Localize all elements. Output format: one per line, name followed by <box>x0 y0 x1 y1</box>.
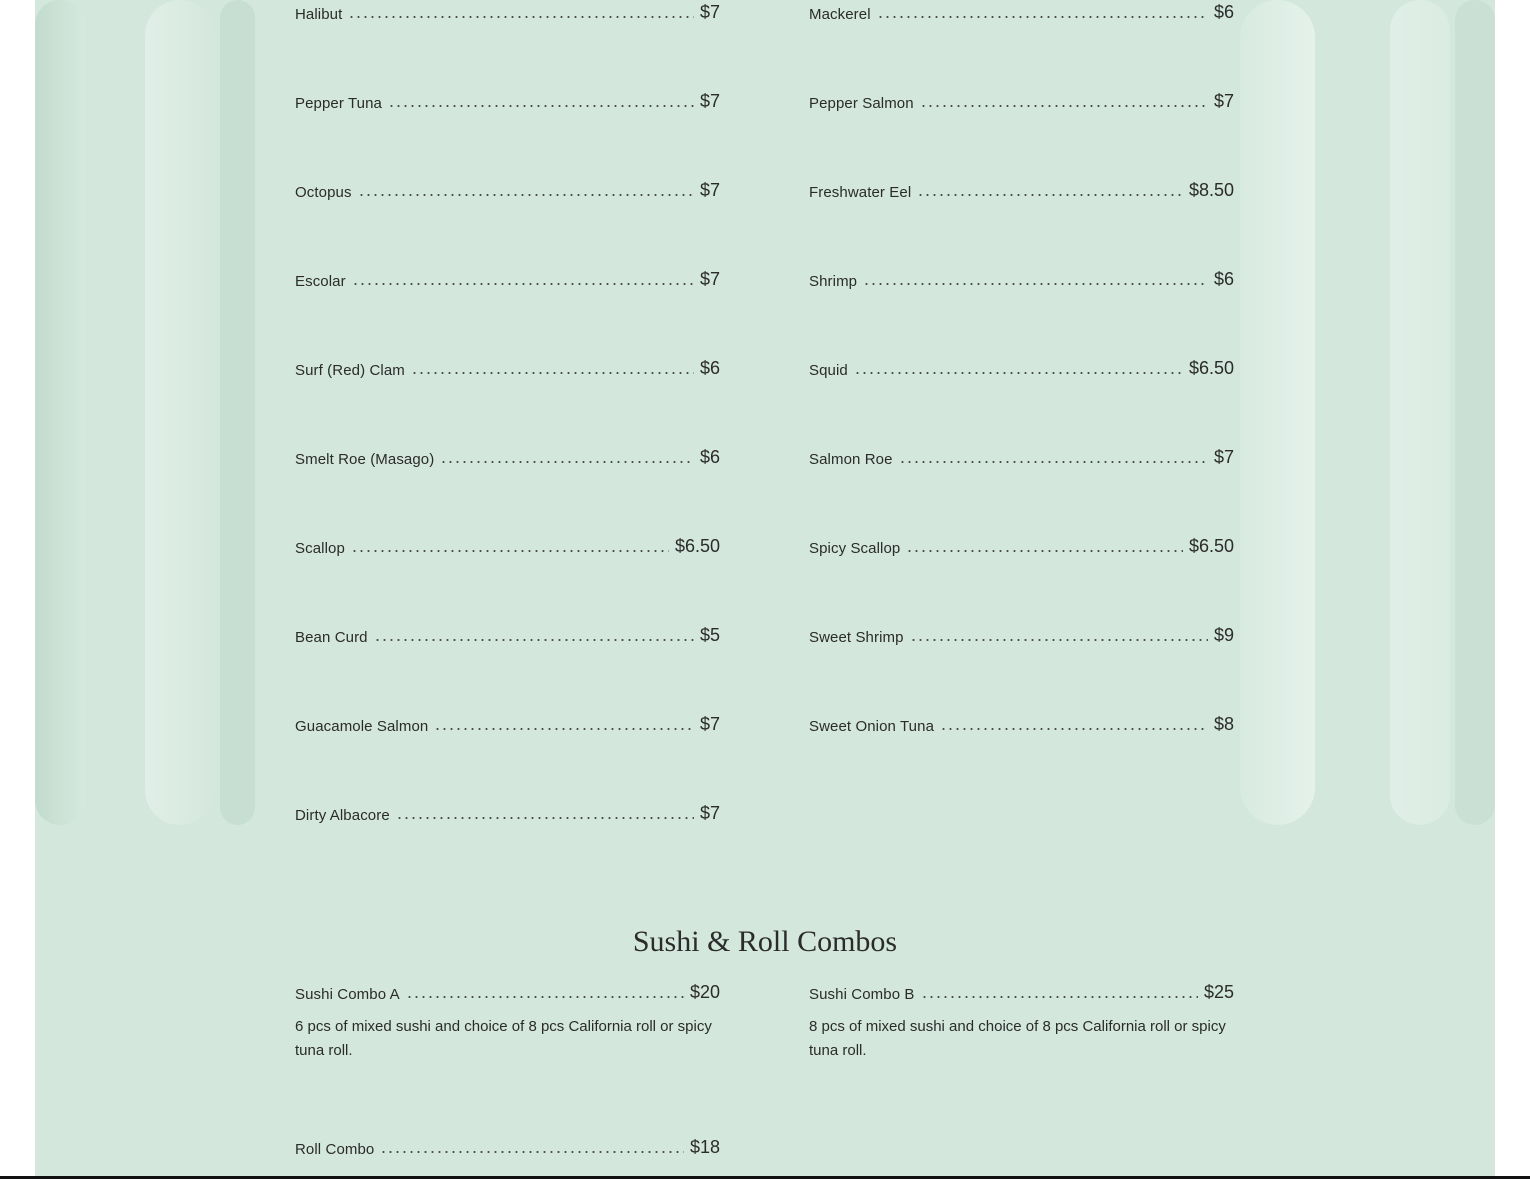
dot-leader <box>440 460 694 464</box>
item-price: $6 <box>699 358 720 378</box>
menu-item <box>809 269 1234 299</box>
menu-item <box>295 180 720 210</box>
item-price: $5 <box>699 625 720 645</box>
item-name: Surf (Red) Clam <box>295 362 405 379</box>
dot-leader <box>920 104 1208 108</box>
item-name: Smelt Roe (Masago) <box>295 451 435 468</box>
item-price: $6.50 <box>1188 358 1234 378</box>
dot-leader <box>348 15 694 19</box>
dot-leader <box>940 727 1208 731</box>
item-description: 6 pcs of mixed sushi and choice of 8 pcs California roll or spicy tuna roll. <box>295 1018 712 1059</box>
menu-item <box>809 358 1234 388</box>
item-name: Octopus <box>295 184 352 201</box>
dot-leader <box>358 193 694 197</box>
menu-item <box>809 447 1234 477</box>
menu-item <box>295 625 720 655</box>
dot-leader <box>910 638 1208 642</box>
dot-leader <box>396 816 694 820</box>
item-name: Roll Combo <box>295 1141 375 1158</box>
brush-stroke <box>1390 0 1450 825</box>
dot-leader <box>863 282 1208 286</box>
item-name: Mackerel <box>809 6 871 23</box>
menu-item <box>295 447 720 477</box>
item-name: Pepper Tuna <box>295 95 382 112</box>
item-price: $6 <box>699 447 720 467</box>
item-price: $25 <box>1203 982 1234 1002</box>
item-name: Escolar <box>295 273 346 290</box>
menu-item <box>295 803 720 833</box>
item-name: Freshwater Eel <box>809 184 912 201</box>
item-name: Shrimp <box>809 273 858 290</box>
item-name: Dirty Albacore <box>295 807 390 824</box>
brush-stroke <box>145 0 215 825</box>
menu-item <box>295 536 720 566</box>
dot-leader <box>388 104 694 108</box>
dot-leader <box>374 638 694 642</box>
section-title-combos: Sushi & Roll Combos <box>632 925 898 958</box>
menu-item <box>295 269 720 299</box>
item-name: Pepper Salmon <box>809 95 914 112</box>
item-price: $7 <box>1213 447 1234 467</box>
item-name: Sushi Combo B <box>809 986 915 1003</box>
menu-panel <box>35 0 1495 1176</box>
menu-item <box>809 714 1234 744</box>
dot-leader <box>351 549 669 553</box>
menu-item <box>295 91 720 121</box>
menu-item <box>295 2 720 32</box>
menu-item <box>809 91 1234 121</box>
item-name: Sweet Onion Tuna <box>809 718 935 735</box>
dot-leader <box>854 371 1183 375</box>
menu-item <box>809 2 1234 32</box>
item-name: Squid <box>809 362 848 379</box>
dot-leader <box>899 460 1208 464</box>
item-price: $7 <box>699 2 720 22</box>
dot-leader <box>434 727 694 731</box>
combo-item <box>295 982 720 1063</box>
item-price: $6 <box>1213 269 1234 289</box>
dot-leader <box>380 1150 684 1154</box>
brush-texture <box>35 0 1495 825</box>
item-price: $6 <box>1213 2 1234 22</box>
item-price: $9 <box>1213 625 1234 645</box>
combo-item <box>809 982 1234 1063</box>
menu-item <box>809 625 1234 655</box>
item-name: Scallop <box>295 540 345 557</box>
combo-item <box>295 1137 720 1167</box>
item-name: Sweet Shrimp <box>809 629 904 646</box>
item-price: $7 <box>699 714 720 734</box>
dot-leader <box>921 995 1198 999</box>
brush-stroke <box>1455 0 1495 825</box>
item-price: $7 <box>699 803 720 823</box>
menu-item <box>809 536 1234 566</box>
item-name: Sushi Combo A <box>295 986 400 1003</box>
dot-leader <box>406 995 684 999</box>
item-description: 8 pcs of mixed sushi and choice of 8 pcs California roll or spicy tuna roll. <box>809 1018 1226 1059</box>
dot-leader <box>906 549 1183 553</box>
item-name: Guacamole Salmon <box>295 718 429 735</box>
item-price: $7 <box>699 269 720 289</box>
dot-leader <box>877 15 1208 19</box>
item-name: Spicy Scallop <box>809 540 901 557</box>
brush-stroke <box>1240 0 1315 825</box>
item-price: $7 <box>699 180 720 200</box>
menu-item <box>295 358 720 388</box>
dot-leader <box>917 193 1183 197</box>
menu-item <box>809 180 1234 210</box>
menu-item <box>295 714 720 744</box>
dot-leader <box>352 282 694 286</box>
item-price: $18 <box>689 1137 720 1157</box>
item-price: $7 <box>1213 91 1234 111</box>
brush-stroke <box>220 0 255 825</box>
item-name: Halibut <box>295 6 343 23</box>
item-price: $6.50 <box>674 536 720 556</box>
dot-leader <box>411 371 694 375</box>
item-price: $8 <box>1213 714 1234 734</box>
brush-stroke <box>35 0 85 825</box>
item-price: $7 <box>699 91 720 111</box>
item-price: $20 <box>689 982 720 1002</box>
item-price: $6.50 <box>1188 536 1234 556</box>
item-name: Bean Curd <box>295 629 368 646</box>
item-name: Salmon Roe <box>809 451 893 468</box>
item-price: $8.50 <box>1188 180 1234 200</box>
